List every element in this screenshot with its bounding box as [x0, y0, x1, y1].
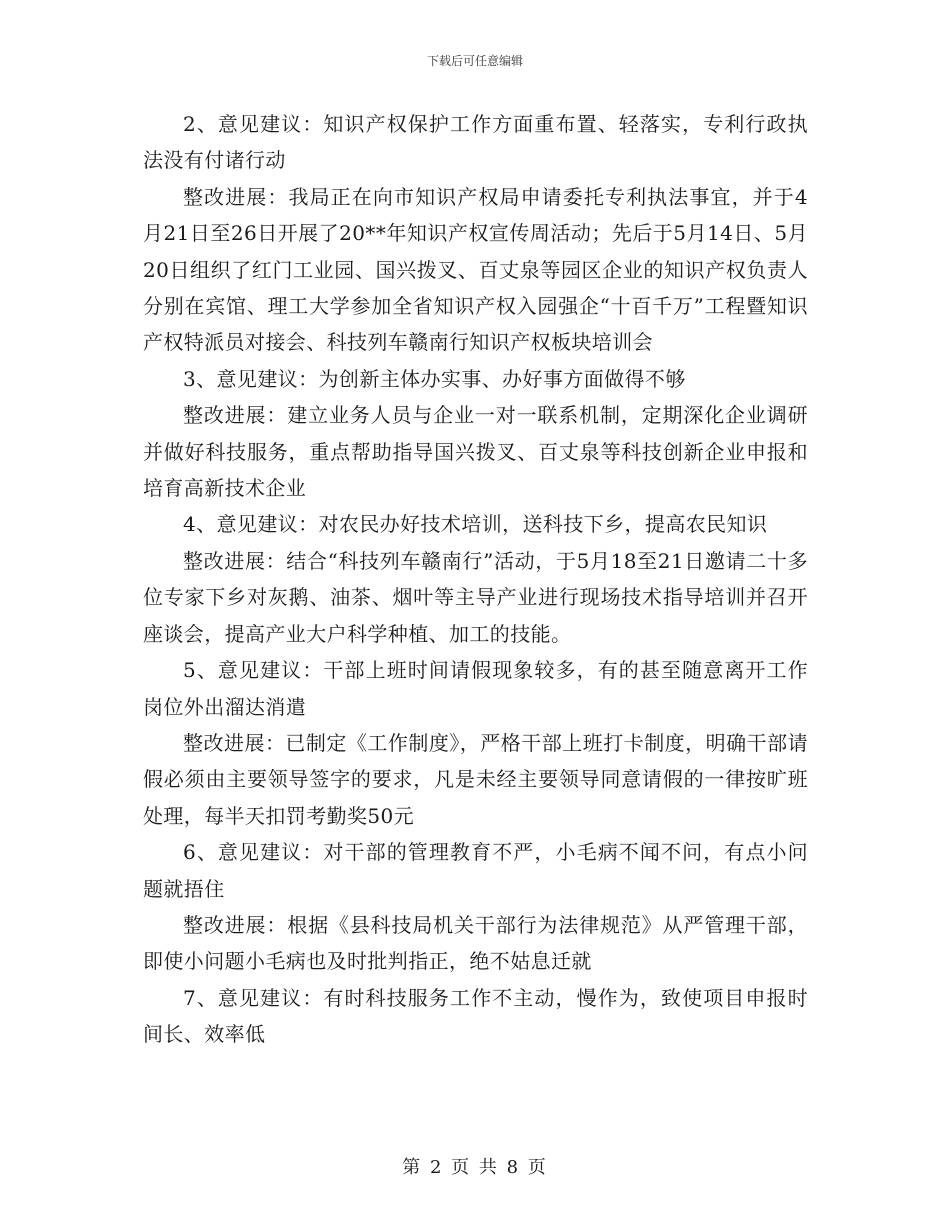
paragraph-progress-6: 整改进展：根据《县科技局机关干部行为法律规范》从严管理干部，即使小问题小毛病也及时批判指正，绝不姑息迁就 [143, 912, 808, 974]
paragraph-suggestion-3: 3、意见建议：为创新主体办实事、办好事方面做得不够 [183, 366, 686, 391]
document-body [143, 106, 808, 1053]
paragraph-progress-5: 整改进展：已制定《工作制度》，严格干部上班打卡制度，明确干部请假必须由主要领导签字的要求，凡是未经主要领导同意请假的一律按旷班处理，每半天扣罚考勤奖50元 [143, 730, 808, 828]
page-number-footer [0, 1153, 950, 1179]
page-prefix: 第 [402, 1157, 423, 1178]
paragraph-suggestion-7: 7、意见建议：有时科技服务工作不主动，慢作为，致使项目申报时间长、效率低 [143, 985, 808, 1047]
page-suffix: 页 [527, 1157, 548, 1178]
paragraph-suggestion-2: 2、意见建议：知识产权保护工作方面重布置、轻落实，专利行政执法没有付诸行动 [143, 112, 808, 173]
page-total: 8 [506, 1157, 521, 1178]
paragraph-suggestion-4: 4、意见建议：对农民办好技术培训，送科技下乡，提高农民知识 [183, 512, 768, 537]
paragraph-progress-4: 整改进展：结合“科技列车赣南行”活动，于5月18至21日邀请二十多位专家下乡对灰鹅、油茶、烟叶等主导产业进行现场技术指导培训并召开座谈会，提高产业大户科学种植、加工的技能。 [143, 548, 808, 646]
paragraph-suggestion-5: 5、意见建议：干部上班时间请假现象较多，有的甚至随意离开工作岗位外出溜达消遣 [143, 658, 808, 719]
paragraph-progress-3: 整改进展：建立业务人员与企业一对一联系机制，定期深化企业调研并做好科技服务，重点帮助指导国兴拨叉、百丈泉等科技创新企业申报和培育高新技术企业 [143, 403, 808, 501]
paragraph-suggestion-6: 6、意见建议：对干部的管理教育不严，小毛病不闻不问，有点小问题就捂住 [143, 840, 808, 901]
page-current: 2 [429, 1157, 444, 1178]
page-middle: 页 共 [451, 1157, 499, 1178]
paragraph-progress-2: 整改进展：我局正在向市知识产权局申请委托专利执法事宜，并于4月21日至26日开展了20**年知识产权宣传周活动；先后于5月14日、5月20日组织了红门工业园、国兴拨叉、百丈泉等园区企业的知识产权负责人分别在宾馆、理工大学参加全省知识产权入园强企“十百千万”工程暨知识产权特派员对接会、科技列车赣南行知识产权板块培训会 [143, 184, 808, 355]
header-note: 下载后可任意编辑 [426, 54, 523, 68]
